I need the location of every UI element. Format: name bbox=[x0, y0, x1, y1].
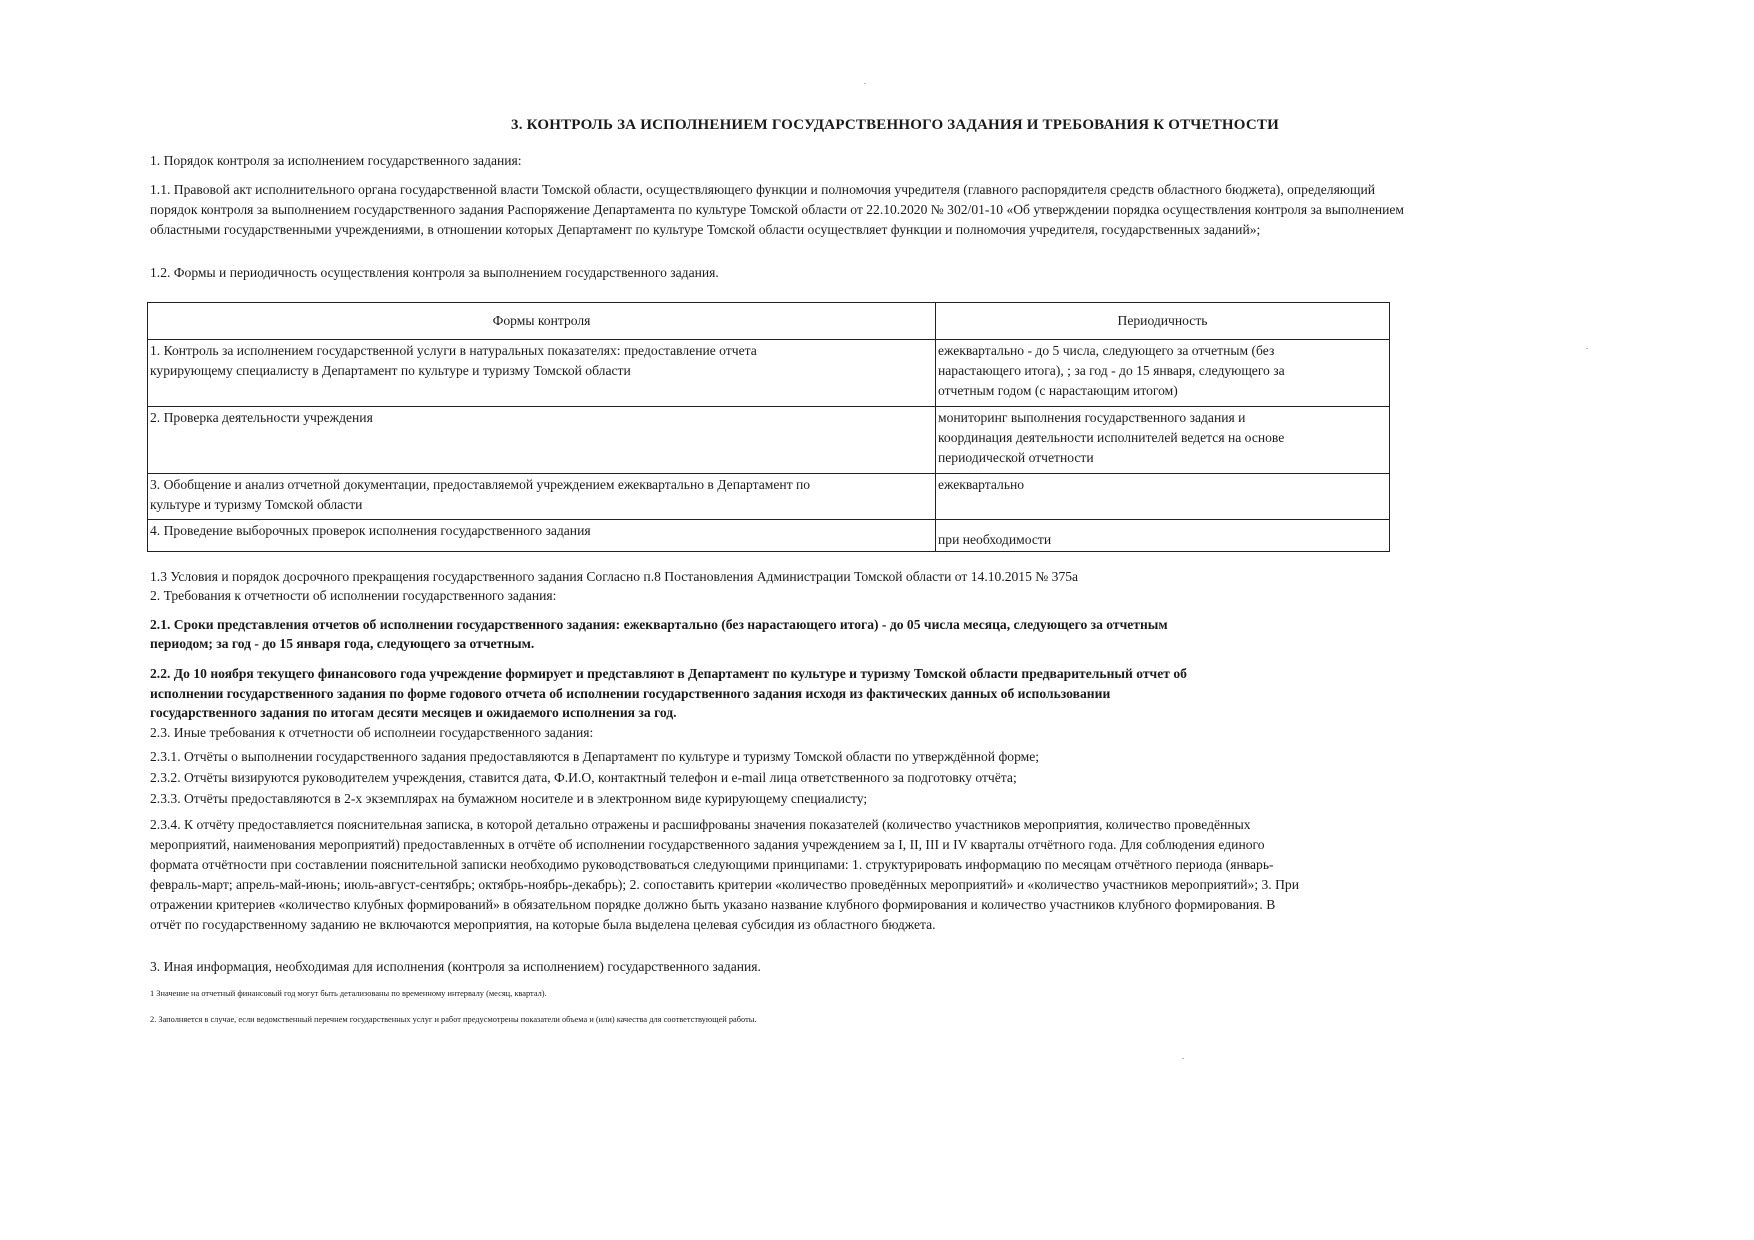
table-row bbox=[148, 407, 1390, 474]
cell-line: при необходимости bbox=[938, 532, 1052, 547]
column-header-forms: Формы контроля bbox=[148, 303, 936, 340]
form-cell bbox=[148, 407, 936, 474]
table-row bbox=[148, 340, 1390, 407]
cell-line: культуре и туризму Томской области bbox=[150, 497, 363, 512]
footnote-1: 1 Значение на отчетный финансовый год могут быть детализованы по временному интервалу (месяц, квартал). bbox=[150, 989, 547, 998]
cell-line: отчетным годом (с нарастающим итогом) bbox=[938, 383, 1178, 398]
period-cell bbox=[936, 340, 1390, 407]
scan-speck bbox=[1182, 1058, 1184, 1059]
paragraph-2-3-4-line-5: отражении критериев «количество клубных формирований» в обязательном порядке должно быть указано название клубного формирования и количество участников клубного формирования. В bbox=[150, 897, 1276, 912]
paragraph-2-1-line-1: 2.1. Сроки представления отчетов об исполнении государственного задания: ежеквартально (без нарастающего итога) - до 05 числа месяца, следующего за отчетным bbox=[150, 617, 1168, 632]
cell-line: ежеквартально - до 5 числа, следующего за отчетным (без bbox=[938, 343, 1275, 358]
paragraph-2-3-4-line-1: 2.3.4. К отчёту предоставляется пояснительная записка, в которой детально отражены и расшифрованы значения показателей (количество участников мероприятия, количество проведённых bbox=[150, 817, 1251, 832]
table-row bbox=[148, 520, 1390, 552]
table-header-row bbox=[148, 303, 1390, 340]
cell-line: нарастающего итога), ; за год - до 15 января, следующего за bbox=[938, 363, 1285, 378]
form-cell bbox=[148, 474, 936, 520]
paragraph-2-3-3: 2.3.3. Отчёты предоставляются в 2-х экземплярах на бумажном носителе и в электронном виде курирующему специалисту; bbox=[150, 791, 868, 806]
paragraph-2-2-line-3: государственного задания по итогам десяти месяцев и ожидаемого исполнения за год. bbox=[150, 705, 677, 720]
form-cell bbox=[148, 340, 936, 407]
table-row bbox=[148, 474, 1390, 520]
paragraph-2-3-4-line-2: мероприятий, наименования мероприятий) предоставленных в отчёте об исполнении государственного задания учреждением за I, II, III и IV кварталы отчётного года. Для соблюдения единого bbox=[150, 837, 1265, 852]
period-cell bbox=[936, 474, 1390, 520]
paragraph-1-1-line-3: областными государственными учреждениями, в отношении которых Департамент по культуре Томской области осуществляет функции и полномочия учредителя, государственных заданий»; bbox=[150, 222, 1261, 237]
cell-line: ежеквартально bbox=[938, 477, 1025, 492]
period-cell bbox=[936, 407, 1390, 474]
paragraph-2-1-line-2: периодом; за год - до 15 января года, следующего за отчетным. bbox=[150, 636, 535, 651]
paragraph-1-1-line-2: порядок контроля за выполнением государственного задания Распоряжение Департамента по культуре Томской области от 22.10.2020 № 302/01-10 «Об утверждении порядка осуществления контроля за выполнением bbox=[150, 202, 1405, 217]
paragraph-2-3-1: 2.3.1. Отчёты о выполнении государственного задания предоставляются в Департамент по культуре и туризму Томской области по утверждённой форме; bbox=[150, 749, 1040, 764]
column-header-period: Периодичность bbox=[936, 303, 1390, 340]
paragraph-2-2-line-1: 2.2. До 10 ноября текущего финансового года учреждение формирует и представляют в Департамент по культуре и туризму Томской области предварительный отчет об bbox=[150, 666, 1187, 681]
page-title: 3. КОНТРОЛЬ ЗА ИСПОЛНЕНИЕМ ГОСУДАРСТВЕННОГО ЗАДАНИЯ И ТРЕБОВАНИЯ К ОТЧЕТНОСТИ bbox=[511, 117, 1279, 133]
paragraph-2-3-4-line-4: февраль-март; апрель-май-июнь; июль-август-сентябрь; октябрь-ноябрь-декабрь); 2. сопоставить критерии «количество проведённых мероприятий» и «количество участников мероприятий»; 3. При bbox=[150, 877, 1299, 892]
paragraph-2-3-2: 2.3.2. Отчёты визируются руководителем учреждения, ставится дата, Ф.И.О, контактный телефон и e-mail лица ответственного за подготовку отчёта; bbox=[150, 770, 1017, 785]
paragraph-2-3-4-line-6: отчёт по государственному заданию не включаются мероприятия, на которые была выделена целевая субсидия из областного бюджета. bbox=[150, 917, 936, 932]
footnote-2: 2. Заполняется в случае, если ведомственный перечнем государственных услуг и работ предусмотрены показатели объема и (или) качества для соответствующей работы. bbox=[150, 1015, 757, 1024]
period-cell bbox=[936, 520, 1390, 552]
cell-line: 4. Проведение выборочных проверок исполнения государственного задания bbox=[150, 523, 591, 538]
paragraph-2-2-line-2: исполнении государственного задания по форме годового отчета об исполнении государственного задания исходя из фактических данных об использовании bbox=[150, 686, 1111, 701]
cell-line: координация деятельности исполнителей ведется на основе bbox=[938, 430, 1285, 445]
control-forms-table bbox=[147, 302, 1390, 552]
paragraph-3: 3. Иная информация, необходимая для исполнения (контроля за исполнением) государственного задания. bbox=[150, 959, 761, 974]
paragraph-2-3: 2.3. Иные требования к отчетности об исполнеии государственного задания: bbox=[150, 725, 594, 740]
form-cell bbox=[148, 520, 936, 552]
paragraph-2: 2. Требования к отчетности об исполнении государственного задания: bbox=[150, 588, 557, 603]
paragraph-2-3-4-line-3: формата отчётности при составлении пояснительной записки необходимо руководствоваться следующими принципами: 1. структурировать информацию по месяцам отчётного периода (январь- bbox=[150, 857, 1274, 872]
cell-line: мониторинг выполнения государственного задания и bbox=[938, 410, 1246, 425]
scan-speck bbox=[864, 83, 866, 84]
cell-line: курирующему специалисту в Департамент по культуре и туризму Томской области bbox=[150, 363, 631, 378]
cell-line: 2. Проверка деятельности учреждения bbox=[150, 410, 373, 425]
paragraph-1-3: 1.3 Условия и порядок досрочного прекращения государственного задания Согласно п.8 Постановления Администрации Томской области от 14.10.2015 № 375а bbox=[150, 569, 1079, 584]
section-1-heading: 1. Порядок контроля за исполнением государственного задания: bbox=[150, 153, 522, 168]
scan-speck bbox=[1586, 348, 1588, 349]
cell-line: 3. Обобщение и анализ отчетной документации, предоставляемой учреждением ежеквартально в Департамент по bbox=[150, 477, 811, 492]
paragraph-1-2: 1.2. Формы и периодичность осуществления контроля за выполнением государственного задания. bbox=[150, 265, 719, 280]
cell-line: 1. Контроль за исполнением государственной услуги в натуральных показателях: предоставление отчета bbox=[150, 343, 757, 358]
cell-line: периодической отчетности bbox=[938, 450, 1094, 465]
paragraph-1-1-line-1: 1.1. Правовой акт исполнительного органа государственной власти Томской области, осуществляющего функции и полномочия учредителя (главного распорядителя средств областного бюджета), определяющий bbox=[150, 182, 1375, 197]
